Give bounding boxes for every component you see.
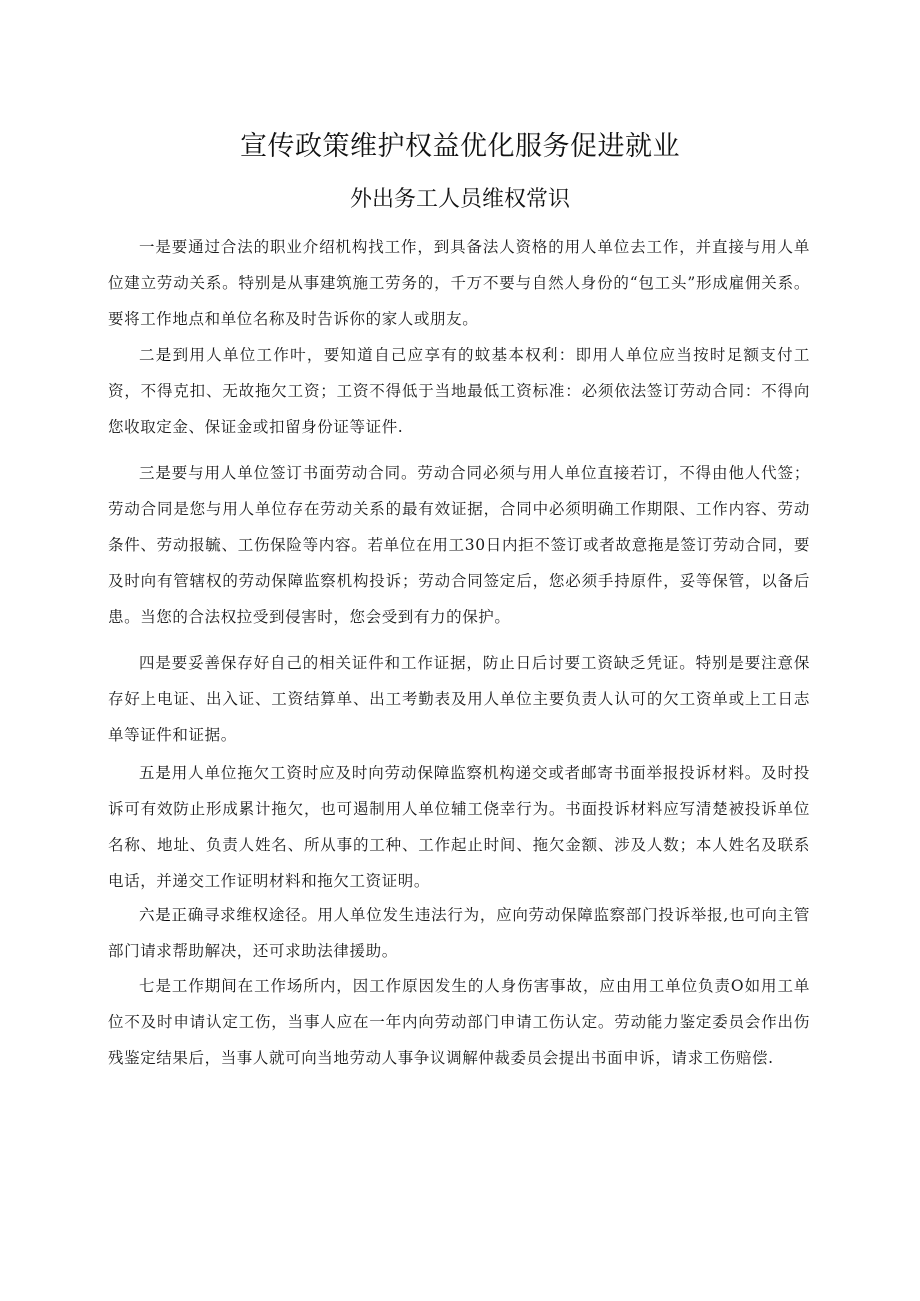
paragraph-6 xyxy=(108,897,810,969)
paragraph-text: 四是要妥善保存好自己的相关证件和工作证据，防止日后讨要工资缺乏凭证。特别是要注意保存好上电证、出入证、工资结算单、出工考勤表及用人单位主要负责人认可的欠工资单或上工日志单等证件和证据。 xyxy=(108,654,810,744)
paragraph-text: 到用人单位工作叶，要知道自己应享有的蚊基本权利：即用人单位应当按时足额支付工资，不得克扣、无故拖欠工资；工资不得低于当地最低工资标准：必须依法签订劳动合同：不得向您收取定金、保证金或扣留身份证等证件. xyxy=(108,346,810,436)
document-subtitle: 外出务工人员维权常识 xyxy=(349,187,570,212)
paragraph-7 xyxy=(108,968,810,1076)
paragraph-2 xyxy=(108,337,810,445)
paragraph-text: 用人单位拖欠工资时应及时向劳动保障监察机构递交或者邮寄书面举报投诉材料。及时投诉可有效防止形成累计拖欠，也可遏制用人单位辅工侥幸行为。书面投诉材料应写清楚被投诉单位名称、地址、负责人姓名、所从事的工种、工作起止时间、拖欠金额、涉及人数；本人姓名及联系电话，并递交工作证明材料和拖欠工资证明。 xyxy=(108,764,810,890)
paragraph-lead: 五是 xyxy=(139,764,172,782)
paragraph-lead: 三是 xyxy=(139,464,172,482)
paragraph-lead: 六是 xyxy=(139,906,172,924)
paragraph-text: 正确寻求维权途径。用人单位发生违法行为，应向劳动保障监察部门投诉举报,也可向主管部门请求帮助解决，还可求助法律援助。 xyxy=(108,906,810,960)
paragraph-4 xyxy=(108,645,810,753)
paragraph-5 xyxy=(108,755,810,899)
paragraph-3 xyxy=(108,455,810,635)
paragraph-1 xyxy=(108,229,810,337)
paragraph-lead: 二是 xyxy=(139,346,173,364)
paragraph-text: 一是要通过合法的职业介绍机构找工作，到具备法人资格的用人单位去工作，并直接与用人单位建立劳动关系。特别是从事建筑施工劳务的，千万不要与自然人身份的“包工头”形成雇佣关系。要将工作地点和单位名称及时告诉你的家人或朋友。 xyxy=(108,238,810,328)
paragraph-text: 七是工作期间在工作场所内，因工作原因发生的人身伤害事故，应由用工单位负责O如用工单位不及时申请认定工伤，当事人应在一年内向劳动部门申请工伤认定。劳动能力鉴定委员会作出伤残鉴定结果后，当事人就可向当地劳动人事争议调解仲裁委员会提出书面申诉，请求工伤赔偿. xyxy=(108,977,810,1067)
paragraph-text: 要与用人单位签订书面劳动合同。劳动合同必须与用人单位直接若订，不得由他人代签；劳动合同是您与用人单位存在劳动关系的最有效证据，合同中必须明确工作期限、工作内容、劳动条件、劳动报毓、工伤保险等内容。若单位在用工30日内拒不签订或者故意拖是签订劳动合同，要及时向有管辖权的劳动保障监察机构投诉；劳动合同签定后，您必须手持原件，妥等保管，以备后患。当您的合法权拉受到侵害时，您会受到有力的保护。 xyxy=(108,464,810,626)
document-title: 宣传政策维护权益优化服务促进就业 xyxy=(240,131,680,162)
